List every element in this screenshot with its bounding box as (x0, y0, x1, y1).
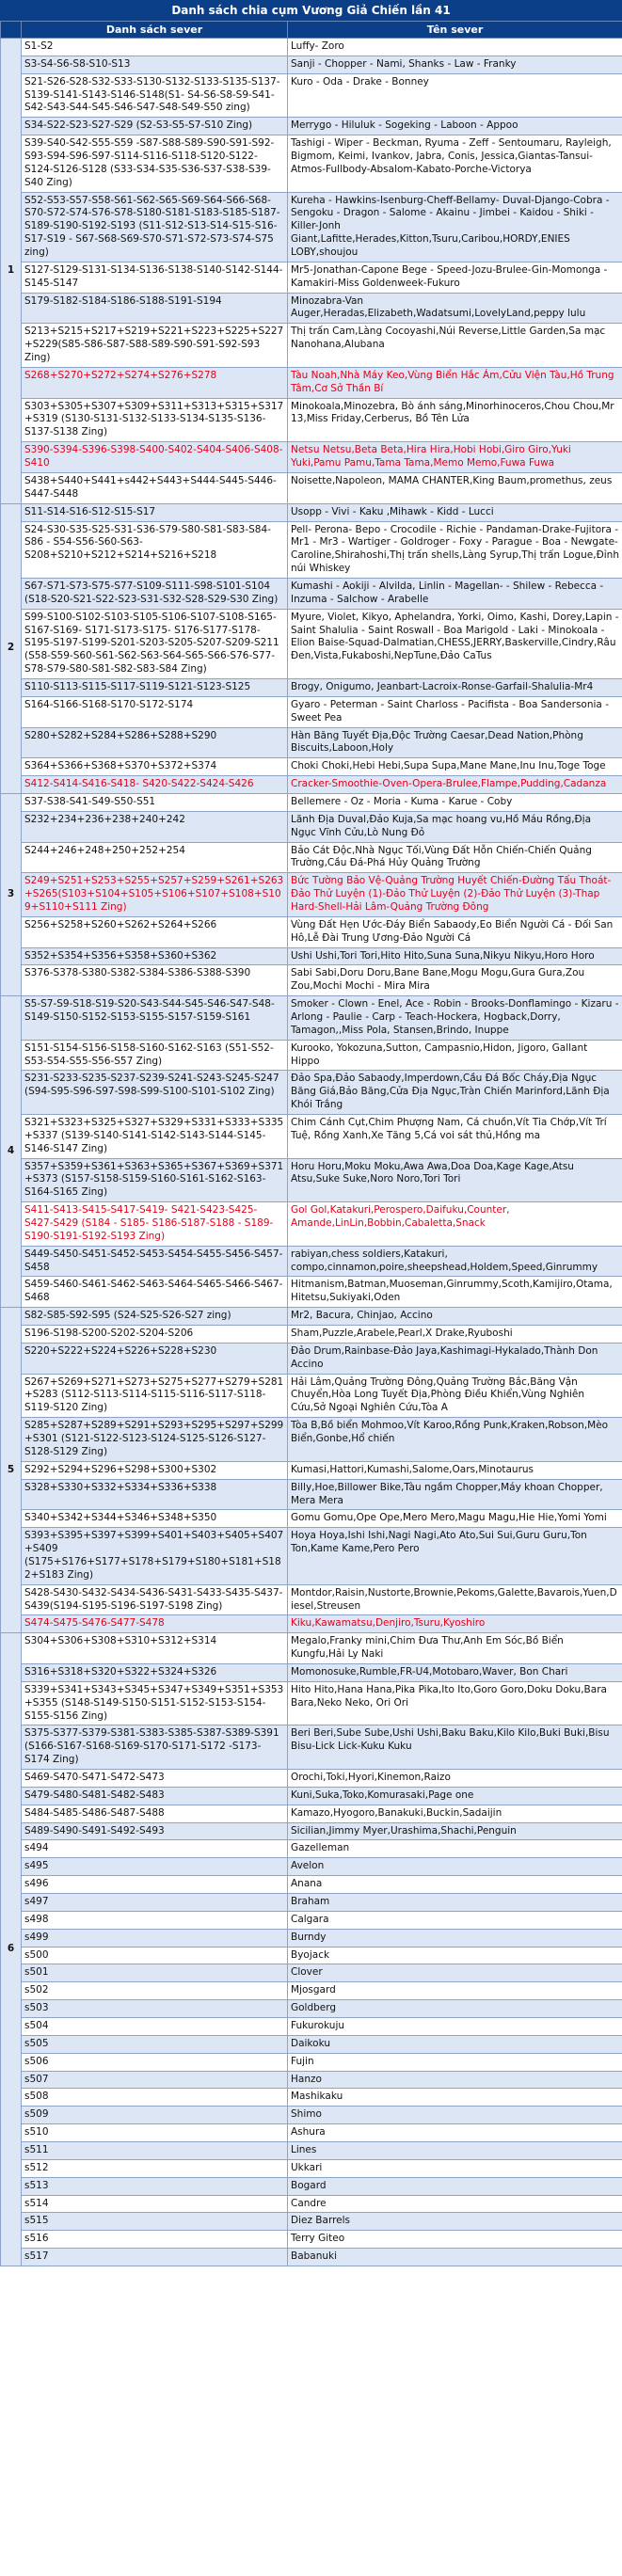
server-names-cell: Megalo,Franky mini,Chim Đưa Thư,Anh Em Sóc,Bồ Biển Kungfu,Hải Ly Naki (288, 1633, 622, 1664)
server-list-cell: S411-S413-S415-S417-S419- S421-S423-S425-S427-S429 (S184 - S185- S186-S187-S188 - S189-S190-S191-S192-S193 Zing) (22, 1202, 288, 1247)
server-names-cell: Clover (288, 1964, 622, 1982)
server-list-cell: s497 (22, 1893, 288, 1911)
server-list-cell: S484-S485-S486-S487-S488 (22, 1805, 288, 1822)
server-list-cell: S37-S38-S41-S49-S50-S51 (22, 793, 288, 811)
server-list-cell: s504 (22, 2018, 288, 2036)
server-list-cell: s502 (22, 1982, 288, 2000)
server-list-cell: S412-S414-S416-S418- S420-S422-S424-S426 (22, 776, 288, 794)
table-row (1, 2089, 622, 2107)
server-list-cell: s513 (22, 2177, 288, 2195)
table-row (1, 135, 622, 192)
server-names-cell: Cracker-Smoothie-Oven-Opera-Brulee,Flampe,Pudding,Cadanza (288, 776, 622, 794)
table-row (1, 1663, 622, 1681)
table-row (1, 2018, 622, 2036)
table-row (1, 916, 622, 947)
table-row (1, 1633, 622, 1664)
table-row (1, 56, 622, 73)
server-names-cell: Candre (288, 2195, 622, 2213)
server-names-cell: Luffy- Zoro (288, 39, 622, 56)
server-list-cell: s501 (22, 1964, 288, 1982)
server-list-cell: s506 (22, 2053, 288, 2071)
server-list-cell: s509 (22, 2107, 288, 2124)
table-row (1, 2231, 622, 2249)
table-row (1, 2000, 622, 2018)
server-list-cell: s496 (22, 1876, 288, 1894)
table-row (1, 2035, 622, 2053)
server-names-cell: Brogy, Onigumo, Jeanbart-Lacroix-Ronse-Garfail-Shalulia-Mr4 (288, 678, 622, 696)
server-names-cell: Đảo Drum,Rainbase-Đảo Jaya,Kashimagi-Hykalado,Thành Don Accino (288, 1343, 622, 1374)
server-list-cell: S328+S330+S332+S334+S336+S338 (22, 1479, 288, 1510)
server-list-cell: S34-S22-S23-S27-S29 (S2-S3-S5-S7-S10 Zing) (22, 118, 288, 135)
table-row (1, 696, 622, 727)
table-row (1, 2142, 622, 2160)
table-row (1, 811, 622, 842)
table-body (1, 39, 622, 2266)
server-names-cell: Calgara (288, 1911, 622, 1929)
server-list-cell: S249+S251+S253+S255+S257+S259+S261+S263+S265(S103+S104+S105+S106+S107+S108+S109+S110+S111 Zing) (22, 873, 288, 917)
table-row (1, 793, 622, 811)
server-list-cell: S364+S366+S368+S370+S372+S374 (22, 758, 288, 776)
server-list-cell: S256+S258+S260+S262+S264+S266 (22, 916, 288, 947)
table-row (1, 1947, 622, 1964)
table-row (1, 1725, 622, 1770)
table-row (1, 2249, 622, 2266)
server-list-cell: S232+234+236+238+240+242 (22, 811, 288, 842)
table-row (1, 965, 622, 996)
header-server-names: Tên sever (288, 22, 622, 39)
table-row (1, 873, 622, 917)
table-row (1, 996, 622, 1041)
table-row (1, 262, 622, 293)
server-list-cell: s505 (22, 2035, 288, 2053)
server-list-cell: S280+S282+S284+S286+S288+S290 (22, 727, 288, 758)
server-names-cell: Smoker - Clown - Enel, Ace - Robin - Brooks-Donflamingo - Kizaru - Arlong - Paulie - Carp - Teach-Hockera, Hogback,Dorry, Tamagon,,Miss Pola, Stansen,Brindo, Inuppe (288, 996, 622, 1041)
table-row (1, 2107, 622, 2124)
server-names-cell: Sicilian,Jimmy Myer,Urashima,Shachi,Penguin (288, 1822, 622, 1840)
server-names-cell: Đảo Spa,Đảo Sabaody,Imperdown,Cầu Đá Bốc Cháy,Địa Ngục Băng Giá,Bảo Băng,Cửa Địa Ngục,Tràn Chiến Marinford,Lãnh Địa Khói Trắng (288, 1071, 622, 1115)
table-row (1, 1769, 622, 1787)
server-list-cell: s515 (22, 2213, 288, 2231)
table-row (1, 1822, 622, 1840)
server-names-cell: Mr5-Jonathan-Capone Bege - Speed-Jozu-Brulee-Gin-Momonga - Kamakiri-Miss Goldenweek-Fukuro (288, 262, 622, 293)
server-names-cell: Ukkari (288, 2159, 622, 2177)
server-list-cell: S292+S294+S296+S298+S300+S302 (22, 1461, 288, 1479)
server-list-cell: S21-S26-S28-S32-S33-S130-S132-S133-S135-S137-S139-S141-S143-S146-S148(S1- S4-S6-S8-S9-S41-S42-S43-S44-S45-S46-S47-S48-S49-S50 zing) (22, 73, 288, 118)
server-names-cell: Fujin (288, 2053, 622, 2071)
server-list-cell: S110-S113-S115-S117-S119-S121-S123-S125 (22, 678, 288, 696)
table-row (1, 1343, 622, 1374)
server-list-cell: S459-S460-S461-S462-S463-S464-S465-S466-S467-S468 (22, 1277, 288, 1308)
server-names-cell: Gyaro - Peterman - Saint Charloss - Pacifista - Boa Sandersonia - Sweet Pea (288, 696, 622, 727)
table-row (1, 503, 622, 521)
table-row (1, 1858, 622, 1876)
table-row (1, 1840, 622, 1858)
table-row (1, 1964, 622, 1982)
server-list-cell: S469-S470-S471-S472-S473 (22, 1769, 288, 1787)
server-names-cell: Gol Gol,Katakuri,Perospero,Daifuku,Counter, Amande,LinLin,Bobbin,Cabaletta,Snack (288, 1202, 622, 1247)
server-list-cell: S39-S40-S42-S55-S59 -S87-S88-S89-S90-S91-S92-S93-S94-S96-S97-S114-S116-S118-S120-S122-S124-S126-S128 (S33-S34-S35-S36-S37-S38-S39-S40 Zing) (22, 135, 288, 192)
server-names-cell: Hoya Hoya,Ishi Ishi,Nagi Nagi,Ato Ato,Sui Sui,Guru Guru,Ton Ton,Kame Kame,Pero Pero (288, 1528, 622, 1584)
server-names-cell: Bellemere - Oz - Moria - Kuma - Karue - Coby (288, 793, 622, 811)
server-list-cell: s517 (22, 2249, 288, 2266)
server-list-cell: S376-S378-S380-S382-S384-S386-S388-S390 (22, 965, 288, 996)
table-row (1, 1374, 622, 1418)
server-names-cell: Tòa B,Bồ biển Mohmoo,Vít Karoo,Rồng Punk,Kraken,Robson,Mèo Biển,Gonbe,Hổ chiến (288, 1418, 622, 1462)
table-row (1, 727, 622, 758)
header-server-list: Danh sách sever (22, 22, 288, 39)
server-list-cell: S268+S270+S272+S274+S276+S278 (22, 367, 288, 398)
server-list-cell: S82-S85-S92-S95 (S24-S25-S26-S27 zing) (22, 1308, 288, 1326)
table-row (1, 1787, 622, 1805)
server-names-cell: Kuro - Oda - Drake - Bonney (288, 73, 622, 118)
server-names-cell: Kiku,Kawamatsu,Denjiro,Tsuru,Kyoshiro (288, 1615, 622, 1633)
server-list-cell: S231-S233-S235-S237-S239-S241-S243-S245-S247 (S94-S95-S96-S97-S98-S99-S100-S101-S102 Zing) (22, 1071, 288, 1115)
table-row (1, 472, 622, 503)
server-names-cell: Bức Tường Bảo Vệ-Quảng Trường Huyết Chiến-Đường Tấu Thoát-Đảo Thử Luyện (1)-Đảo Thử Luyện (2)-Đảo Thử Luyện (3)-Thap Hard-Shell-Hải Lâm-Quảng Trường Đông (288, 873, 622, 917)
server-list-cell: S479-S480-S481-S482-S483 (22, 1787, 288, 1805)
server-names-cell: Montdor,Raisin,Nustorte,Brownie,Pekoms,Galette,Bavarois,Yuen,Diesel,Streusen (288, 1584, 622, 1615)
server-names-cell: Horu Horu,Moku Moku,Awa Awa,Doa Doa,Kage Kage,Atsu Atsu,Suke Suke,Noro Noro,Tori Tori (288, 1158, 622, 1202)
server-list-cell: s494 (22, 1840, 288, 1858)
server-list-cell: S390-S394-S396-S398-S400-S402-S404-S406-S408-S410 (22, 442, 288, 473)
server-names-cell: Byojack (288, 1947, 622, 1964)
server-names-cell: Minokoala,Minozebra, Bò ánh sáng,Minorhinoceros,Chou Chou,Mr 13,Miss Friday,Cerberus, Bồ Tên Lửa (288, 398, 622, 442)
server-names-cell: Terry Giteo (288, 2231, 622, 2249)
table-row (1, 2159, 622, 2177)
server-names-cell: Sabi Sabi,Doru Doru,Bane Bane,Mogu Mogu,Gura Gura,Zou Zou,Mochi Mochi - Mira Mira (288, 965, 622, 996)
server-names-cell: Anana (288, 1876, 622, 1894)
server-list-cell: S474-S475-S476-S477-S478 (22, 1615, 288, 1633)
server-names-cell: Kamazo,Hyogoro,Banakuki,Buckin,Sadaijin (288, 1805, 622, 1822)
server-names-cell: Kumashi - Aokiji - Alvilda, Linlin - Magellan- - Shilew - Rebecca - Inzuma - Salchow - Arabelle (288, 578, 622, 609)
server-names-cell: Goldberg (288, 2000, 622, 2018)
server-names-cell: Lãnh Địa Duval,Đảo Kuja,Sa mạc hoang vu,Hồ Máu Rồng,Địa Ngục Vĩnh Cửu,Lò Nung Đỏ (288, 811, 622, 842)
server-list-cell: S304+S306+S308+S310+S312+S314 (22, 1633, 288, 1664)
server-list-cell: S393+S395+S397+S399+S401+S403+S405+S407+S409 (S175+S176+S177+S178+S179+S180+S181+S182+S183 Zing) (22, 1528, 288, 1584)
table-row (1, 2177, 622, 2195)
server-names-cell: Sham,Puzzle,Arabele,Pearl,X Drake,Ryuboshi (288, 1326, 622, 1344)
server-list-cell: S151-S154-S156-S158-S160-S162-S163 (S51-S52-S53-S54-S55-S56-S57 Zing) (22, 1040, 288, 1071)
server-names-cell: Choki Choki,Hebi Hebi,Supa Supa,Mane Mane,Inu Inu,Toge Toge (288, 758, 622, 776)
server-names-cell: Beri Beri,Sube Sube,Ushi Ushi,Baku Baku,Kilo Kilo,Buki Buki,Bisu Bisu-Lick Lick-Kuku Kuku (288, 1725, 622, 1770)
server-list-cell: S449-S450-S451-S452-S453-S454-S455-S456-S457-S458 (22, 1246, 288, 1277)
table-row (1, 73, 622, 118)
server-list-cell: S375-S377-S379-S381-S383-S385-S387-S389-S391 (S166-S167-S168-S169-S170-S171-S172 -S173-S174 Zing) (22, 1725, 288, 1770)
table-row (1, 2071, 622, 2089)
server-list-cell: S67-S71-S73-S75-S77-S109-S111-S98-S101-S104 (S18-S20-S21-S22-S23-S31-S32-S28-S29-S30 Zing) (22, 578, 288, 609)
server-names-cell: Kureha - Hawkins-Isenburg-Cheff-Bellamy- Duval-Django-Cobra - Sengoku - Dragon - Salome - Akainu - Jimbei - Kaidou - Shiki - Killer-Jonh Giant,Lafitte,Herades,Kitton,Tsuru,Caribou,HORDY,ENIES LOBY,shoujou (288, 192, 622, 262)
server-names-cell: Netsu Netsu,Beta Beta,Hira Hira,Hobi Hobi,Giro Giro,Yuki Yuki,Pamu Pamu,Tama Tama,Memo Memo,Fuwa Fuwa (288, 442, 622, 473)
table-row (1, 1615, 622, 1633)
table-row (1, 1326, 622, 1344)
server-names-cell: Hito Hito,Hana Hana,Pika Pika,Ito Ito,Goro Goro,Doku Doku,Bara Bara,Neko Neko, Ori Ori (288, 1681, 622, 1725)
server-list-cell: S321+S323+S325+S327+S329+S331+S333+S335+S337 (S139-S140-S141-S142-S143-S144-S145-S146-S147 Zing) (22, 1115, 288, 1159)
server-list-cell: s495 (22, 1858, 288, 1876)
server-list-cell: S303+S305+S307+S309+S311+S313+S315+S317+S319 (S130-S131-S132-S133-S134-S135-S136-S137-S138 Zing) (22, 398, 288, 442)
table-row (1, 678, 622, 696)
server-names-cell: Tàu Noah,Nhà Máy Keo,Vùng Biển Hắc Ám,Cửu Viện Tàu,Hồ Trung Tâm,Cơ Sở Thần Bí (288, 367, 622, 398)
server-list-cell: s508 (22, 2089, 288, 2107)
server-list-cell: s503 (22, 2000, 288, 2018)
server-names-cell: Kurooko, Yokozuna,Sutton, Campasnio,Hidon, Jigoro, Gallant Hippo (288, 1040, 622, 1071)
server-list-cell: S438+S440+S441+s442+S443+S444-S445-S446-S447-S448 (22, 472, 288, 503)
page-title: Danh sách chia cụm Vương Giả Chiến lần 41 (0, 0, 622, 21)
server-list-cell: S24-S30-S35-S25-S31-S36-S79-S80-S81-S83-S84-S86 - S54-S56-S60-S63-S208+S210+S212+S214+S216+S218 (22, 521, 288, 578)
server-names-cell: Momonosuke,Rumble,FR-U4,Motobaro,Waver, Bon Chari (288, 1663, 622, 1681)
server-list-cell: S220+S222+S224+S226+S228+S230 (22, 1343, 288, 1374)
server-list-cell: S179-S182-S184-S186-S188-S191-S194 (22, 293, 288, 324)
server-names-cell: Mjosgard (288, 1982, 622, 2000)
server-names-cell: Gazelleman (288, 1840, 622, 1858)
table-row (1, 398, 622, 442)
header-row (1, 22, 622, 39)
server-names-cell: Minozabra-Van Auger,Heradas,Elizabeth,Wadatsumi,LovelyLand,peppy lulu (288, 293, 622, 324)
table-row (1, 1461, 622, 1479)
server-list-cell: s514 (22, 2195, 288, 2213)
server-names-cell: Burndy (288, 1929, 622, 1947)
server-list-cell: S340+S342+S344+S346+S348+S350 (22, 1510, 288, 1528)
table-row (1, 1805, 622, 1822)
table-row (1, 776, 622, 794)
server-list-cell: S316+S318+S320+S322+S324+S326 (22, 1663, 288, 1681)
table-row (1, 1071, 622, 1115)
server-names-cell: Pell- Perona- Bepo - Crocodile - Richie - Pandaman-Drake-Fujitora - Mr1 - Mr3 - Wartiger - Goldroger - Foxy - Parague - Boa - Newgate-Caroline,Shirahoshi,Thị trấn shells,Làng Syrup,Thị trấn Logue,Đỉnh núi Whiskey (288, 521, 622, 578)
server-list-cell: S11-S14-S16-S12-S15-S17 (22, 503, 288, 521)
server-names-cell: Usopp - Vivi - Kaku ,Mihawk - Kidd - Lucci (288, 503, 622, 521)
table-row (1, 1277, 622, 1308)
server-names-cell: Kumasi,Hattori,Kumashi,Salome,Oars,Minotaurus (288, 1461, 622, 1479)
table-row (1, 1982, 622, 2000)
table-row (1, 1893, 622, 1911)
server-names-cell: Billy,Hoe,Billower Bike,Tàu ngầm Chopper,Máy khoan Chopper, Mera Mera (288, 1479, 622, 1510)
server-list-cell: S1-S2 (22, 39, 288, 56)
server-names-cell: Mr2, Bacura, Chinjao, Accino (288, 1308, 622, 1326)
table-row (1, 2124, 622, 2142)
server-list-cell: S164-S166-S168-S170-S172-S174 (22, 696, 288, 727)
group-number: 4 (1, 996, 22, 1308)
table-row (1, 521, 622, 578)
server-names-cell: Hanzo (288, 2071, 622, 2089)
table-row (1, 1510, 622, 1528)
server-names-cell: Tashigi - Wiper - Beckman, Ryuma - Zeff - Sentoumaru, Rayleigh, Bigmom, Keimi, Ivankov, Jabra, Conis, Jessica,Giantas-Tansui-Atmos-Fullbody-Absalom-Kabato-Porche-Victorya (288, 135, 622, 192)
server-names-cell: Ashura (288, 2124, 622, 2142)
table-row (1, 1681, 622, 1725)
server-names-cell: Diez Barrels (288, 2213, 622, 2231)
server-list-cell: S339+S341+S343+S345+S347+S349+S351+S353+S355 (S148-S149-S150-S151-S152-S153-S154-S155-S156 Zing) (22, 1681, 288, 1725)
header-group (1, 22, 22, 39)
server-list-cell: s511 (22, 2142, 288, 2160)
table-row (1, 1040, 622, 1071)
table-row (1, 1308, 622, 1326)
server-names-cell: Fukurokuju (288, 2018, 622, 2036)
server-list-cell: S267+S269+S271+S273+S275+S277+S279+S281+S283 (S112-S113-S114-S115-S116-S117-S118-S119-S120 Zing) (22, 1374, 288, 1418)
server-names-cell: Bogard (288, 2177, 622, 2195)
server-names-cell: Babanuki (288, 2249, 622, 2266)
server-names-cell: Bảo Cát Độc,Nhà Ngục Tối,Vùng Đất Hỗn Chiến-Chiến Quảng Trường,Cầu Đá-Phá Hủy Quảng Trường (288, 842, 622, 873)
table-row (1, 192, 622, 262)
table-row (1, 324, 622, 368)
server-list-cell: S428-S430-S432-S434-S436-S431-S433-S435-S437-S439(S194-S195-S196-S197-S198 Zing) (22, 1584, 288, 1615)
table-row (1, 842, 622, 873)
table-row (1, 609, 622, 678)
group-number: 5 (1, 1308, 22, 1633)
server-names-cell: Ushi Ushi,Tori Tori,Hito Hito,Suna Suna,Nikyu Nikyu,Horo Horo (288, 947, 622, 965)
table-row (1, 1876, 622, 1894)
table-row (1, 2053, 622, 2071)
table-row (1, 1418, 622, 1462)
server-list-cell: S52-S53-S57-S58-S61-S62-S65-S69-S64-S66-S68-S70-S72-S74-S76-S78-S180-S181-S183-S185-S187-S189-S190-S192-S193 (S11-S12-S13-S14-S15-S16-S17-S19 - S67-S68-S69-S70-S71-S72-S73-S74-S75 zing) (22, 192, 288, 262)
server-names-cell: Thị trấn Cam,Làng Cocoyashi,Núi Reverse,Little Garden,Sa mạc Nanohana,Alubana (288, 324, 622, 368)
table-row (1, 1528, 622, 1584)
table-row (1, 578, 622, 609)
table-row (1, 947, 622, 965)
server-list-cell: S285+S287+S289+S291+S293+S295+S297+S299+S301 (S121-S122-S123-S124-S125-S126-S127-S128-S129 Zing) (22, 1418, 288, 1462)
server-names-cell: Orochi,Toki,Hyori,Kinemon,Raizo (288, 1769, 622, 1787)
server-list-cell: S3-S4-S6-S8-S10-S13 (22, 56, 288, 73)
server-list-cell: s499 (22, 1929, 288, 1947)
server-names-cell: Vùng Đất Hẹn Ước-Đáy Biển Sabaody,Eo Biển Người Cá - Đối San Hô,Lễ Đài Trung Ương-Đảo Người Cá (288, 916, 622, 947)
group-number: 6 (1, 1633, 22, 2266)
server-names-cell: Noisette,Napoleon, MAMA CHANTER,King Baum,promethus, zeus (288, 472, 622, 503)
server-names-cell: Hàn Băng Tuyết Địa,Độc Trường Caesar,Dead Nation,Phòng Biscuits,Laboon,Holy (288, 727, 622, 758)
server-list-cell: s498 (22, 1911, 288, 1929)
server-list-cell: s500 (22, 1947, 288, 1964)
server-list-cell: s510 (22, 2124, 288, 2142)
server-names-cell: Sanji - Chopper - Nami, Shanks - Law - Franky (288, 56, 622, 73)
table-row (1, 1911, 622, 1929)
table-row (1, 293, 622, 324)
server-list-cell: S5-S7-S9-S18-S19-S20-S43-S44-S45-S46-S47-S48-S149-S150-S152-S153-S155-S157-S159-S161 (22, 996, 288, 1041)
server-names-cell: Merrygo - Hiluluk - Sogeking - Laboon - Appoo (288, 118, 622, 135)
server-names-cell: rabiyan,chess soldiers,Katakuri, compo,cinnamon,poire,sheepshead,Holdem,Speed,Ginrummy (288, 1246, 622, 1277)
table-row (1, 39, 622, 56)
server-names-cell: Hải Lâm,Quảng Trường Đông,Quảng Trường Bắc,Băng Vận Chuyển,Hòa Long Tuyết Địa,Phòng Điều Khiển,Vùng Nghiên Cứu,Sở Ngoại Nghiên Cứu,Tòa A (288, 1374, 622, 1418)
table-row (1, 1584, 622, 1615)
server-list-cell: s507 (22, 2071, 288, 2089)
table-row (1, 758, 622, 776)
server-list-cell: S127-S129-S131-S134-S136-S138-S140-S142-S144-S145-S147 (22, 262, 288, 293)
table-row (1, 1929, 622, 1947)
server-list-cell: S99-S100-S102-S103-S105-S106-S107-S108-S165-S167-S169- S171-S173-S175- S176-S177-S178-S195-S197-S199-S201-S203-S205-S207-S209-S211 (S58-S59-S60-S61-S62-S63-S64-S65-S66-S76-S77-S78-S79-S80-S81-S82-S83-S84 Zing) (22, 609, 288, 678)
server-names-cell: Mashikaku (288, 2089, 622, 2107)
server-names-cell: Kuni,Suka,Toko,Komurasaki,Page one (288, 1787, 622, 1805)
server-names-cell: Shimo (288, 2107, 622, 2124)
server-names-cell: Chim Cánh Cụt,Chim Phượng Nam, Cá chuồn,Vít Tia Chớp,Vít Trí Tuệ, Rồng Xanh,Xe Tăng 5,Cá voi sát thủ,Hồng ma (288, 1115, 622, 1159)
table-row (1, 2195, 622, 2213)
group-number: 3 (1, 793, 22, 995)
table-row (1, 1202, 622, 1247)
server-names-cell: Braham (288, 1893, 622, 1911)
server-names-cell: Myure, Violet, Kikyo, Aphelandra, Yorki, Oimo, Kashi, Dorey,Lapin - Saint Shalulia - Saint Roswall - Boa Marigold - Laki - Minokoala - Elion Baise-Squad-Dalmatian,CHESS,JERRY,Baskerville,Cindry,Râu Đen,Vista,Fukaboshi,NepTune,Đảo CaTus (288, 609, 622, 678)
table-row (1, 1158, 622, 1202)
server-list-cell: s516 (22, 2231, 288, 2249)
table-row (1, 1479, 622, 1510)
server-names-cell: Lines (288, 2142, 622, 2160)
server-list-cell: S352+S354+S356+S358+S360+S362 (22, 947, 288, 965)
table-row (1, 1115, 622, 1159)
table-row (1, 442, 622, 473)
group-number: 2 (1, 503, 22, 793)
server-names-cell: Daikoku (288, 2035, 622, 2053)
server-names-cell: Hitmanism,Batman,Muoseman,Ginrummy,Scoth,Kamijiro,Otama,Hitetsu,Sukiyaki,Oden (288, 1277, 622, 1308)
server-list-cell: S213+S215+S217+S219+S221+S223+S225+S227+S229(S85-S86-S87-S88-S89-S90-S91-S92-S93 Zing) (22, 324, 288, 368)
table-row (1, 2213, 622, 2231)
server-list-cell: S196-S198-S200-S202-S204-S206 (22, 1326, 288, 1344)
server-list-cell: S244+246+248+250+252+254 (22, 842, 288, 873)
table-row (1, 118, 622, 135)
server-list-cell: s512 (22, 2159, 288, 2177)
server-names-cell: Avelon (288, 1858, 622, 1876)
cluster-table (0, 21, 622, 2266)
server-names-cell: Gomu Gomu,Ope Ope,Mero Mero,Magu Magu,Hie Hie,Yomi Yomi (288, 1510, 622, 1528)
group-number: 1 (1, 39, 22, 504)
server-list-cell: S489-S490-S491-S492-S493 (22, 1822, 288, 1840)
table-row (1, 367, 622, 398)
server-list-cell: S357+S359+S361+S363+S365+S367+S369+S371+S373 (S157-S158-S159-S160-S161-S162-S163-S164-S165 Zing) (22, 1158, 288, 1202)
table-row (1, 1246, 622, 1277)
